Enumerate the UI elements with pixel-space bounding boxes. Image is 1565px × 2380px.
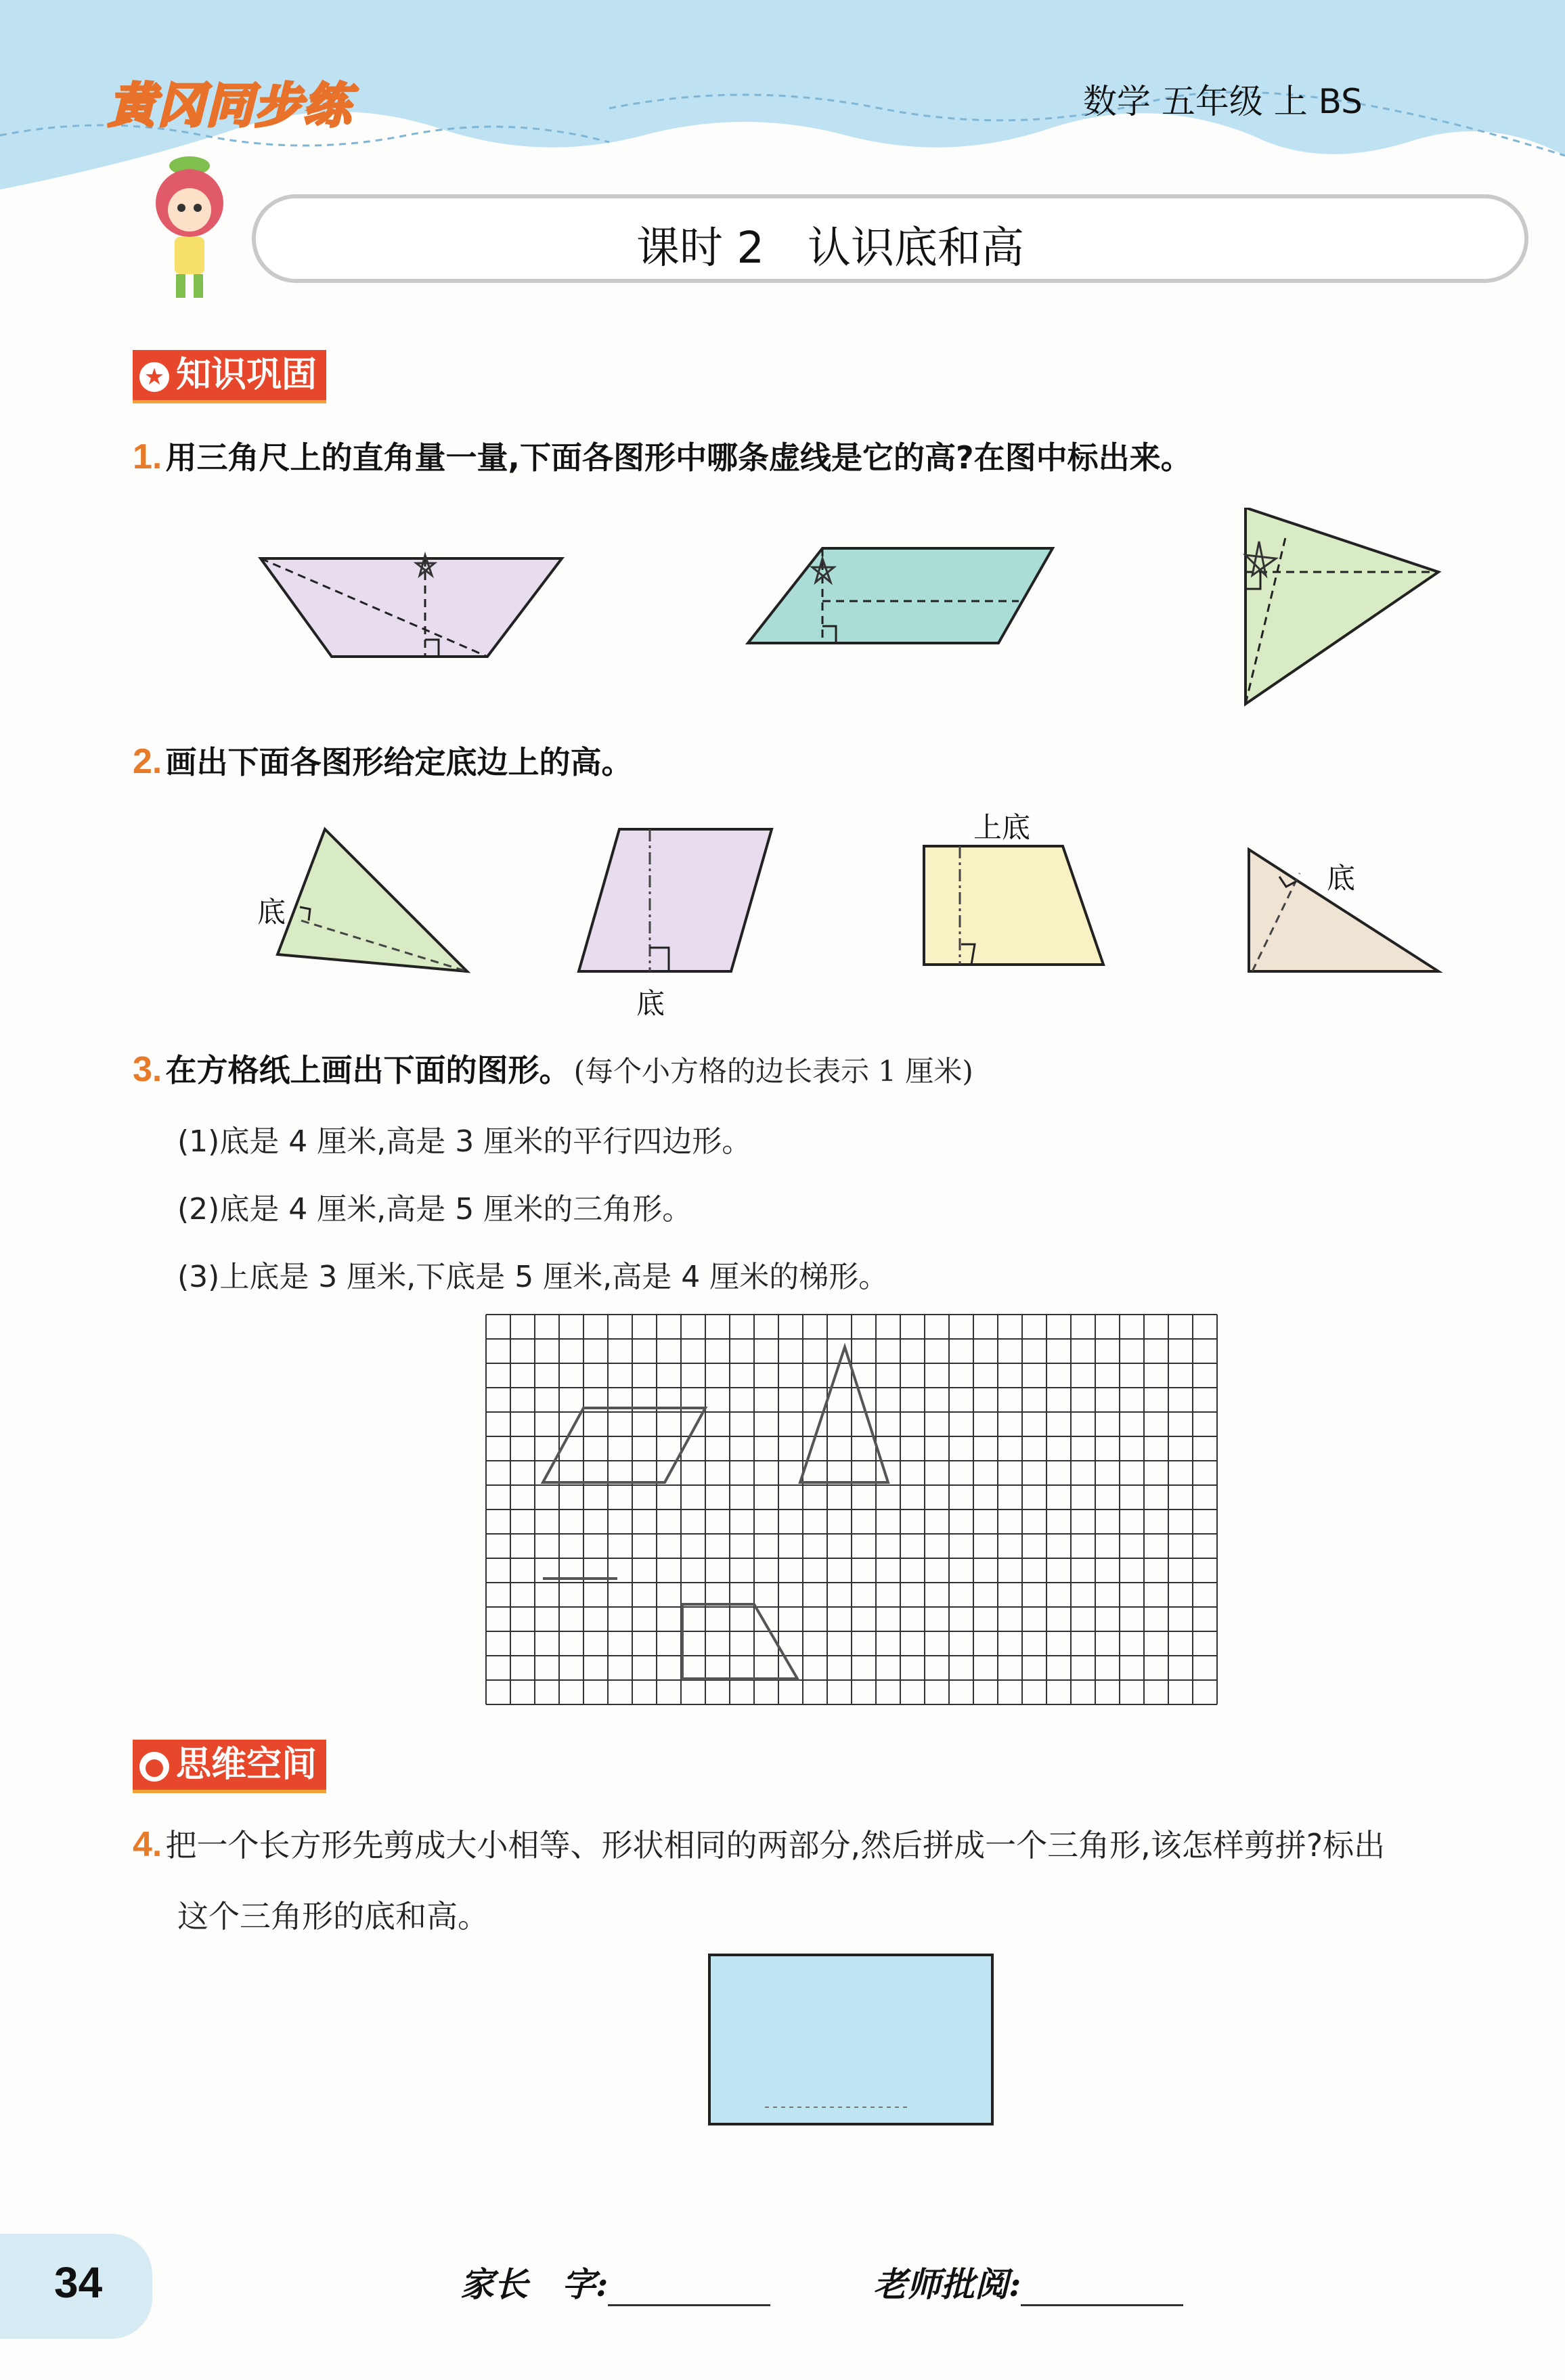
teacher-review-label: 老师批阅:: [873, 2264, 1021, 2304]
lesson-title: 课时 2 认识底和高: [636, 223, 1025, 273]
q3-item-1: (1)底是 4 厘米,高是 3 厘米的平行四边形。: [177, 1124, 752, 1159]
question-number: 1.: [133, 437, 162, 477]
grid-paper[interactable]: [485, 1313, 1218, 1710]
question-number: 4.: [133, 1825, 162, 1864]
parent-signature-label: 家长 字:: [460, 2264, 609, 2304]
q2-triangle-1-base-label: 底: [257, 896, 286, 929]
question-number: 2.: [133, 742, 162, 781]
q1-parallelogram-figure: [748, 548, 1053, 643]
q1-figures: [250, 508, 1455, 711]
question-text-line-1: 把一个长方形先剪成大小相等、形状相同的两部分,然后拼成一个三角形,该怎样剪拼?标出: [165, 1827, 1386, 1864]
question-text: 在方格纸上画出下面的图形。: [165, 1052, 571, 1088]
q3-item-3: (3)上底是 3 厘米,下底是 5 厘米,高是 4 厘米的梯形。: [177, 1260, 889, 1294]
q1-triangle-figure: [1246, 508, 1438, 704]
section-tag-label: 思维空间: [176, 1744, 317, 1785]
q2-triangle-1-figure: [278, 829, 467, 971]
question-4: [133, 1821, 1541, 1866]
star-icon: ★: [139, 362, 169, 392]
mascot-icon: [149, 152, 230, 301]
handwritten-triangle: [800, 1347, 888, 1482]
question-1: [133, 433, 1192, 478]
q2-trapezoid-figure: [924, 846, 1103, 965]
teacher-review-line[interactable]: [1021, 2272, 1183, 2306]
section-tag-thinking: [133, 1740, 326, 1793]
question-text: 用三角尺上的直角量一量,下面各图形中哪条虚线是它的高?在图中标出来。: [165, 439, 1192, 476]
teacher-review-field[interactable]: [873, 2257, 1183, 2306]
question-number: 3.: [133, 1050, 162, 1089]
q3-item-2: (2)底是 4 厘米,高是 5 厘米的三角形。: [177, 1192, 692, 1227]
parent-signature-field[interactable]: [460, 2257, 770, 2306]
course-label: 数学 五年级 上 BS: [1083, 82, 1363, 121]
question-2: [133, 738, 632, 783]
q2-trapezoid-top-label: 上底: [973, 811, 1031, 844]
bulb-icon: ●: [139, 1752, 169, 1782]
series-logo: 黄冈同步练: [108, 78, 352, 133]
q2-parallelogram-base-label: 底: [636, 987, 665, 1020]
handwritten-trapezoid: [682, 1604, 797, 1679]
section-tag-label: 知识巩固: [176, 355, 317, 395]
parent-signature-line[interactable]: [608, 2272, 770, 2306]
q4-rectangle-figure[interactable]: [704, 1949, 1002, 2153]
grid-lines: [486, 1315, 1217, 1704]
section-tag-knowledge: [133, 350, 326, 403]
question-note: (每个小方格的边长表示 1 厘米): [573, 1055, 973, 1088]
question-text-line-2: 这个三角形的底和高。: [177, 1898, 489, 1935]
q2-triangle-2-base-label: 底: [1327, 862, 1356, 895]
page-number: 34: [54, 2258, 103, 2307]
question-text: 画出下面各图形给定底边上的高。: [165, 744, 633, 780]
q2-parallelogram-figure: [579, 829, 772, 971]
q2-figures: [271, 819, 1462, 1022]
question-3: [133, 1046, 973, 1090]
q1-trapezoid-figure: [261, 555, 562, 657]
